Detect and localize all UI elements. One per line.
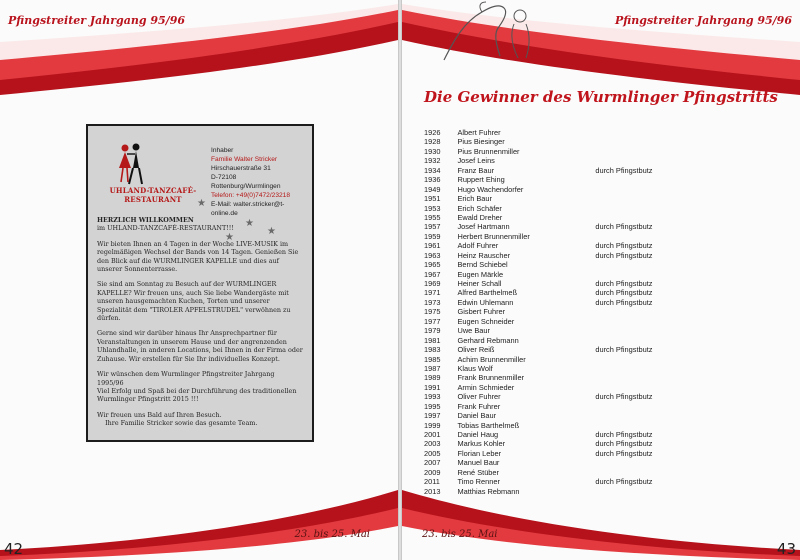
winner-row <box>424 364 684 373</box>
winner-name: Klaus Wolf <box>457 363 493 373</box>
winner-year: 1953 <box>424 203 441 213</box>
winner-name: Gerhard Rebmann <box>457 335 519 345</box>
winner-note <box>595 307 684 316</box>
winner-note <box>595 468 684 477</box>
winner-note <box>595 137 684 146</box>
ad-paragraph-4 <box>97 370 303 404</box>
winner-name: Edwin Uhlemann <box>457 297 514 307</box>
winner-name: Bernd Schiebel <box>457 260 508 270</box>
ad-welcome-heading: HERZLICH WILLKOMMEN <box>97 216 194 224</box>
winner-name: Timo Renner <box>457 477 500 487</box>
winner-name: Josef Hartmann <box>457 222 510 232</box>
winner-row <box>424 166 684 175</box>
winner-note: durch Pfingstbutz <box>595 439 653 449</box>
winner-row <box>424 477 684 486</box>
winner-name: Gisbert Fuhrer <box>457 307 506 317</box>
winner-name: Achim Brunnenmiller <box>457 354 526 364</box>
winner-name: Ruppert Ehing <box>457 175 505 185</box>
winner-note <box>595 175 684 184</box>
winner-year: 1959 <box>424 231 441 241</box>
winner-name: Frank Fuhrer <box>457 401 501 411</box>
winner-note <box>595 355 684 364</box>
winner-row <box>424 326 684 335</box>
winner-year: 1985 <box>424 354 441 364</box>
winner-row <box>424 317 684 326</box>
winner-note <box>595 421 684 430</box>
winner-name: Florian Leber <box>457 448 502 458</box>
ad-paragraph-3: Gerne sind wir darüber hinaus Ihr Ansprechpartner für Veranstaltungen in unserem Hause und der angrenzenden Uhlandhalle, in anderen Locations, bei Ihnen in der Firma oder Zuhause. Wir erstellen für Sie Ihr individuelles Konzept. <box>97 329 303 363</box>
horse-rider-sketch-icon <box>434 0 544 64</box>
right-header-title: Pfingstreiter Jahrgang 95/96 <box>614 14 792 27</box>
winner-year: 1936 <box>424 175 441 185</box>
winner-year: 1975 <box>424 307 441 317</box>
ad-paragraph-5 <box>97 411 303 428</box>
ad-paragraph-5b: Ihre Familie Stricker sowie das gesamte Team. <box>105 419 258 428</box>
winner-note <box>595 185 684 194</box>
winner-name: Manuel Baur <box>457 458 500 468</box>
winner-row <box>424 175 684 184</box>
winner-year: 2003 <box>424 439 441 449</box>
right-footer-date: 23. bis 25. Mai <box>422 529 498 540</box>
ad-paragraph-2: Sie sind am Sonntag zu Besuch auf der WURMLINGER KAPELLE? Wir freuen uns, auch Sie liebe Wandergäste mit unseren hausgemachten Kuchen, Torten und unserer Spezialität dem "TIROLER APFELSTRUDEL" verwöhnen zu dürfen. <box>97 280 291 323</box>
winner-row <box>424 185 684 194</box>
winner-name: Eugen Märkle <box>457 269 504 279</box>
winner-year: 1987 <box>424 363 441 373</box>
winner-row <box>424 147 684 156</box>
winner-year: 1955 <box>424 212 441 222</box>
ad-paragraph-4b: Viel Erfolg und Spaß bei der Durchführung des traditionellen <box>97 386 297 395</box>
advertisement-box <box>86 124 314 442</box>
winner-row <box>424 468 684 477</box>
winner-note: durch Pfingstbutz <box>595 448 653 458</box>
winner-note <box>595 194 684 203</box>
winner-year: 1967 <box>424 269 441 279</box>
winner-note: durch Pfingstbutz <box>595 279 653 288</box>
winner-row <box>424 449 684 458</box>
winner-year: 1993 <box>424 392 441 402</box>
winner-row <box>424 458 684 467</box>
winner-year: 2007 <box>424 458 441 468</box>
winner-note: durch Pfingstbutz <box>595 430 653 439</box>
winner-note <box>595 326 684 335</box>
winner-note <box>595 383 684 392</box>
star-icon: ★ <box>225 232 234 243</box>
winner-name: Albert Fuhrer <box>457 128 501 137</box>
winner-note <box>595 373 684 382</box>
winner-year: 1979 <box>424 326 441 336</box>
winner-year: 2001 <box>424 430 441 439</box>
winner-note <box>595 364 684 373</box>
ad-paragraph-4a: Wir wünschen dem Wurmlinger Pfingstreiter Jahrgang 1995/96 <box>97 370 275 387</box>
ad-paragraph-5a: Wir freuen uns Bald auf Ihren Besuch. <box>97 410 222 419</box>
winner-name: Ewald Dreher <box>457 212 503 222</box>
right-footer-band <box>402 490 800 560</box>
dancers-logo-icon <box>111 142 151 186</box>
winner-year: 1928 <box>424 137 441 147</box>
winner-note <box>595 411 684 420</box>
left-header-title: Pfingstreiter Jahrgang 95/96 <box>8 14 186 27</box>
winner-note: durch Pfingstbutz <box>595 222 653 232</box>
winner-note <box>595 336 684 345</box>
winner-name: Franz Baur <box>457 165 495 175</box>
winners-list <box>424 128 684 496</box>
winner-name: Oliver Fuhrer <box>457 392 501 402</box>
winner-row <box>424 241 684 250</box>
winner-name: Hugo Wachendorfer <box>457 184 524 194</box>
winner-year: 2005 <box>424 448 441 458</box>
winner-row <box>424 421 684 430</box>
left-footer-band <box>0 490 398 560</box>
winner-year: 1949 <box>424 184 441 194</box>
winner-row <box>424 194 684 203</box>
owner-label: Inhaber <box>211 147 234 154</box>
winner-row <box>424 439 684 448</box>
ad-paragraph-4c: Wurmlinger Pfingstritt 2015 !!! <box>97 395 199 404</box>
winner-name: Daniel Haug <box>457 430 499 439</box>
winner-year: 1951 <box>424 194 441 204</box>
winner-name: Eugen Schneider <box>457 316 515 326</box>
right-page-number: 43 <box>776 540 796 558</box>
winner-row <box>424 270 684 279</box>
star-icon: ★ <box>245 218 254 229</box>
winner-note: durch Pfingstbutz <box>595 288 653 298</box>
winner-note: durch Pfingstbutz <box>595 477 653 487</box>
winners-title: Die Gewinner des Wurmlinger Pfingstritts <box>424 88 778 106</box>
left-page-number: 42 <box>4 540 24 558</box>
winner-note <box>595 270 684 279</box>
winner-note: durch Pfingstbutz <box>595 165 653 175</box>
winner-row <box>424 251 684 260</box>
winner-year: 1973 <box>424 297 441 307</box>
winner-note: durch Pfingstbutz <box>595 297 653 307</box>
winner-year: 1983 <box>424 345 441 355</box>
ad-welcome-subline: im UHLAND-TANZCAFÉ-RESTAURANT!!! <box>97 224 234 233</box>
winner-name: Armin Schmieder <box>457 382 515 392</box>
winner-name: Uwe Baur <box>457 326 490 336</box>
owner-name: Familie Walter Stricker <box>211 156 278 163</box>
winner-row <box>424 288 684 297</box>
winner-note: durch Pfingstbutz <box>595 250 653 260</box>
winner-row <box>424 383 684 392</box>
winner-row <box>424 355 684 364</box>
winner-row <box>424 411 684 420</box>
winner-row <box>424 279 684 288</box>
winner-name: Heinz Rauscher <box>457 250 511 260</box>
winner-row <box>424 260 684 269</box>
winner-year: 1969 <box>424 279 441 288</box>
winner-name: René Stüber <box>457 467 499 477</box>
winner-name: Daniel Baur <box>457 411 497 421</box>
winner-name: Erich Schäfer <box>457 203 502 213</box>
winner-year: 1995 <box>424 401 441 411</box>
winner-name: Matthias Rebmann <box>457 486 520 496</box>
ad-body <box>97 216 303 428</box>
winner-note <box>595 156 684 165</box>
winner-note <box>595 204 684 213</box>
winner-row <box>424 222 684 231</box>
winner-note <box>595 317 684 326</box>
winner-row <box>424 307 684 316</box>
winner-year: 1963 <box>424 250 441 260</box>
winner-note <box>595 402 684 411</box>
city: D-72108 Rottenburg/Wurmlingen <box>211 174 281 190</box>
winner-name: Alfred Barthelmeß <box>457 288 518 298</box>
ad-contact-block <box>211 146 303 218</box>
street: Hirschauerstraße 31 <box>211 165 271 172</box>
winner-name: Herbert Brunnenmiller <box>457 231 530 241</box>
winner-year: 1930 <box>424 146 441 156</box>
winner-year: 1981 <box>424 335 441 345</box>
winner-row <box>424 402 684 411</box>
winner-year: 1991 <box>424 382 441 392</box>
winner-row <box>424 345 684 354</box>
winner-row <box>424 336 684 345</box>
phone: Telefon: +49(0)7472/23218 <box>211 192 291 199</box>
winner-note <box>595 260 684 269</box>
ad-paragraph-1: Wir bieten Ihnen an 4 Tagen in der Woche LIVE-MUSIK im regelmäßigen Wechsel der Bands von 14 Tagen. Genießen Sie den Blick auf die WURMLINGER KAPELLE und dies auf unserer Sonnenterrasse. <box>97 239 299 274</box>
winner-note <box>595 147 684 156</box>
winner-note: durch Pfingstbutz <box>595 392 653 402</box>
winner-name: Frank Brunnenmiller <box>457 373 525 383</box>
winner-row <box>424 430 684 439</box>
winner-year: 1926 <box>424 128 441 137</box>
winner-name: Markus Kohler <box>457 439 506 449</box>
winner-row <box>424 128 684 137</box>
winner-note: durch Pfingstbutz <box>595 345 653 355</box>
winner-name: Pius Biesinger <box>457 137 505 147</box>
winner-year: 1989 <box>424 373 441 383</box>
left-footer-date: 23. bis 25. Mai <box>294 529 370 540</box>
winner-year: 1965 <box>424 260 441 270</box>
winner-note <box>595 458 684 467</box>
winner-year: 2011 <box>424 477 440 487</box>
winner-name: Oliver Reiß <box>457 345 495 355</box>
winner-name: Erich Baur <box>457 194 492 204</box>
winner-row <box>424 213 684 222</box>
winner-row <box>424 137 684 146</box>
winner-row <box>424 204 684 213</box>
star-icon: ★ <box>197 198 206 209</box>
winner-name: Adolf Fuhrer <box>457 241 499 251</box>
winner-year: 1999 <box>424 420 441 430</box>
ad-logo-text: UHLAND-TANZCAFÉ-RESTAURANT <box>109 186 197 204</box>
winner-note <box>595 213 684 222</box>
winner-year: 1977 <box>424 316 441 326</box>
winner-name: Josef Leins <box>457 156 495 166</box>
email: E-Mail: walter.stricker@t-online.de <box>211 201 285 217</box>
winner-row <box>424 298 684 307</box>
winner-year: 1961 <box>424 241 441 251</box>
right-page <box>402 0 800 560</box>
winner-row <box>424 392 684 401</box>
left-page <box>0 0 398 560</box>
winner-row <box>424 373 684 382</box>
winner-year: 1932 <box>424 156 441 166</box>
winner-year: 2013 <box>424 486 441 496</box>
winner-name: Heiner Schall <box>457 279 502 288</box>
winner-year: 1971 <box>424 288 441 298</box>
winner-year: 1997 <box>424 411 441 421</box>
winner-year: 2009 <box>424 467 441 477</box>
winner-note <box>595 232 684 241</box>
winner-year: 1957 <box>424 222 441 232</box>
winner-name: Tobias Barthelmeß <box>457 420 520 430</box>
winner-row <box>424 232 684 241</box>
winner-name: Pius Brunnenmiller <box>457 146 520 156</box>
winner-year: 1934 <box>424 165 441 175</box>
star-icon: ★ <box>267 226 276 237</box>
winner-note: durch Pfingstbutz <box>595 241 653 251</box>
winner-note <box>595 128 684 137</box>
winner-row <box>424 156 684 165</box>
